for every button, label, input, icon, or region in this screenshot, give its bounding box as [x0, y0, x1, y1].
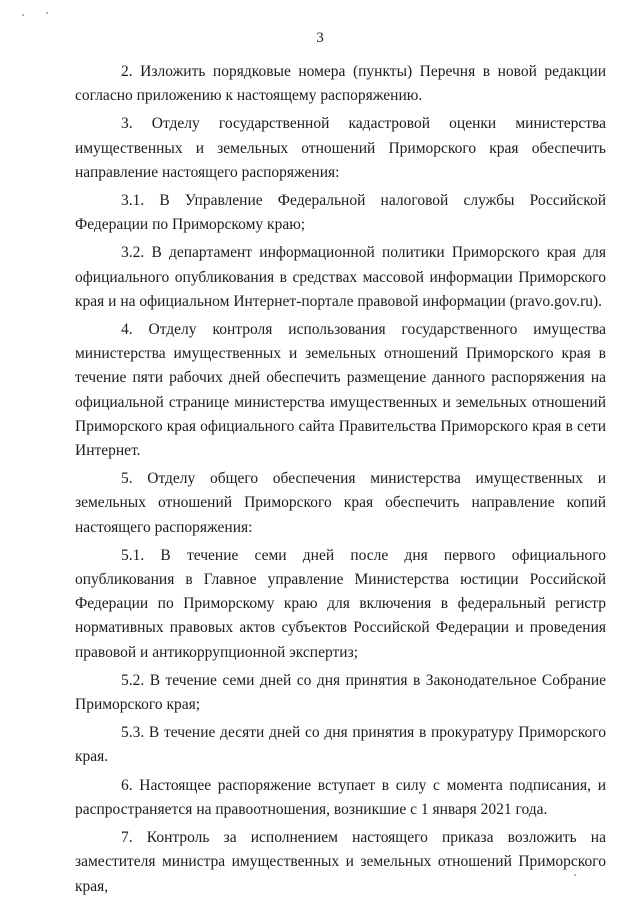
paragraph-5-2: 5.2. В течение семи дней со дня принятия в Законодательное Собрание Приморского края; — [75, 671, 606, 714]
paragraph-5-3: 5.3. В течение десяти дней со дня принятия в прокуратуру Приморского края. — [75, 724, 606, 766]
scan-speck — [46, 12, 48, 14]
paragraph-7: 7. Контроль за исполнением настоящего приказа возложить на заместителя министра имущественных и земельных отношений Приморского края, — [75, 829, 606, 895]
paragraph-3-2: 3.2. В департамент информационной политики Приморского края для официального опубликования в средствах массовой информации Приморского края и на официальном Интернет-портале правовой информации (pravo.gov.ru). — [75, 244, 606, 310]
paragraph-3-1: 3.1. В Управление Федеральной налоговой службы Российской Федерации по Приморскому краю; — [75, 192, 606, 234]
document-body — [75, 60, 606, 903]
paragraph-5-1: 5.1. В течение семи дней после дня первого официального опубликования в Главное управление Министерства юстиции Российской Федерации по Приморскому краю для включения в федеральный регистр нормативных правовых актов субъектов Российской Федерации и проведения правовой и антикоррупционной экспертиз; — [75, 546, 606, 661]
paragraph-5: 5. Отделу общего обеспечения министерства имущественных и земельных отношений Приморского края обеспечить направление копий настоящего распоряжения: — [75, 470, 606, 536]
page-number: 3 — [316, 30, 324, 46]
scan-speck — [22, 14, 24, 16]
paragraph-6: 6. Настоящее распоряжение вступает в силу с момента подписания, и распространяется на правоотношения, возникшие с 1 января 2021 года. — [75, 776, 606, 818]
paragraph-3: 3. Отделу государственной кадастровой оценки министерства имущественных и земельных отношений Приморского края обеспечить направление настоящего распоряжения: — [75, 115, 606, 181]
paragraph-4: 4. Отделу контроля использования государственного имущества министерства имущественных и земельных отношений Приморского края в течение пяти рабочих дней обеспечить размещение данного распоряжения на официальной странице министерства имущественных и земельных отношений Приморского края официального сайта Правительства Приморского края в сети Интернет. — [75, 321, 606, 460]
paragraph-2: 2. Изложить порядковые номера (пункты) Перечня в новой редакции согласно приложению к настоящему распоряжению. — [75, 63, 606, 105]
